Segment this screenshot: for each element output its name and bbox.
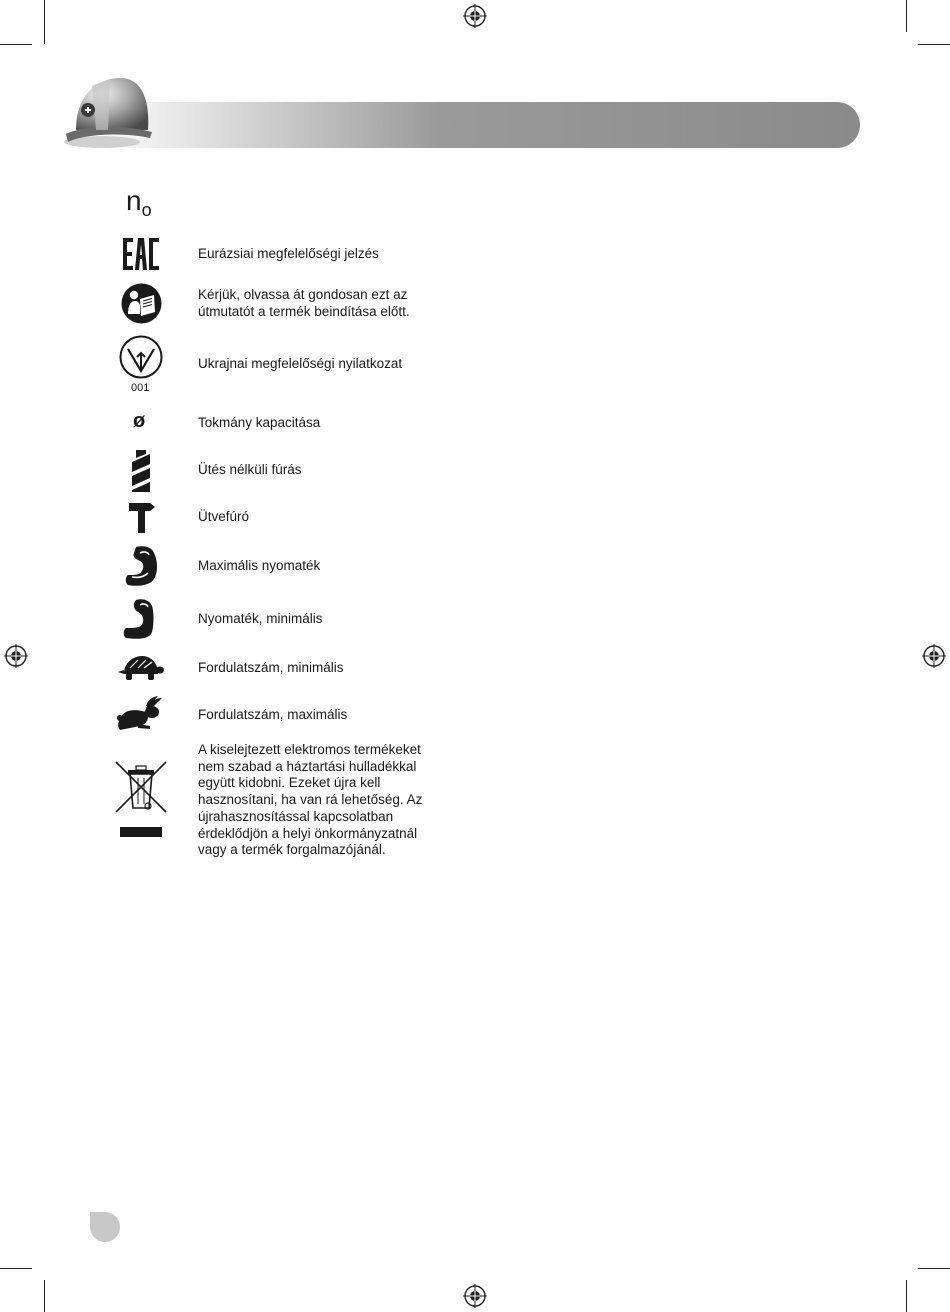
registration-mark-icon <box>463 4 487 28</box>
symbol-label: Eurázsiai megfelelőségi jelzés <box>198 246 379 261</box>
weak-arm-icon <box>122 598 158 640</box>
diameter-icon: ø <box>133 410 146 432</box>
symbol-label: Tokmány kapacitása <box>198 415 321 430</box>
symbol-label: Ütés nélküli fúrás <box>198 462 302 477</box>
crop-mark <box>44 0 45 44</box>
registration-mark-icon <box>922 644 946 668</box>
eac-mark-icon <box>122 237 160 271</box>
symbol-label: Ütvefúró <box>198 509 250 524</box>
symbol-label: Fordulatszám, minimális <box>198 660 344 675</box>
conformity-code: 001 <box>131 382 150 394</box>
symbol-label: Fordulatszám, maximális <box>198 707 348 722</box>
symbol-label: Maximális nyomaték <box>198 558 321 573</box>
crop-mark <box>918 1268 950 1269</box>
symbol-label: Kérjük, olvassa át gondosan ezt az útmutatót a termék beindítása előtt. <box>198 287 410 319</box>
section-banner <box>95 102 860 148</box>
safety-helmet-icon <box>62 72 154 152</box>
crop-mark <box>44 1280 45 1312</box>
turtle-icon <box>116 654 164 682</box>
drill-bit-icon <box>130 450 152 492</box>
crop-mark <box>906 0 907 32</box>
strong-arm-icon <box>122 545 160 587</box>
symbol-label: Nyomaték, minimális <box>198 611 323 626</box>
hammer-icon <box>128 501 156 533</box>
rabbit-icon <box>116 696 164 734</box>
crop-mark <box>918 44 950 45</box>
symbol-label: Ukrajnai megfelelőségi nyilatkozat <box>198 356 403 371</box>
read-manual-icon <box>121 283 162 324</box>
ukrainian-conformity-icon <box>118 335 164 379</box>
registration-mark-icon <box>463 1284 487 1308</box>
registration-mark-icon <box>4 644 28 668</box>
page-number-tab <box>90 1212 120 1242</box>
weee-bin-icon <box>114 760 168 838</box>
crop-mark <box>906 1280 907 1312</box>
symbol-label: A kiselejtezett elektromos termékeket nem szabad a háztartási hulladékkal együtt kidobni. Ezeket újra kell hasznosítani, ha van rá lehetőség. Az újrahasznosítással kapcsolatban érdeklődjön a helyi önkormányzatnál vagy a termék forgalmazójánál. <box>198 742 423 858</box>
crop-mark <box>0 1268 32 1269</box>
crop-mark <box>0 44 32 45</box>
no-load-speed-icon: $n_o$ <box>126 185 152 220</box>
